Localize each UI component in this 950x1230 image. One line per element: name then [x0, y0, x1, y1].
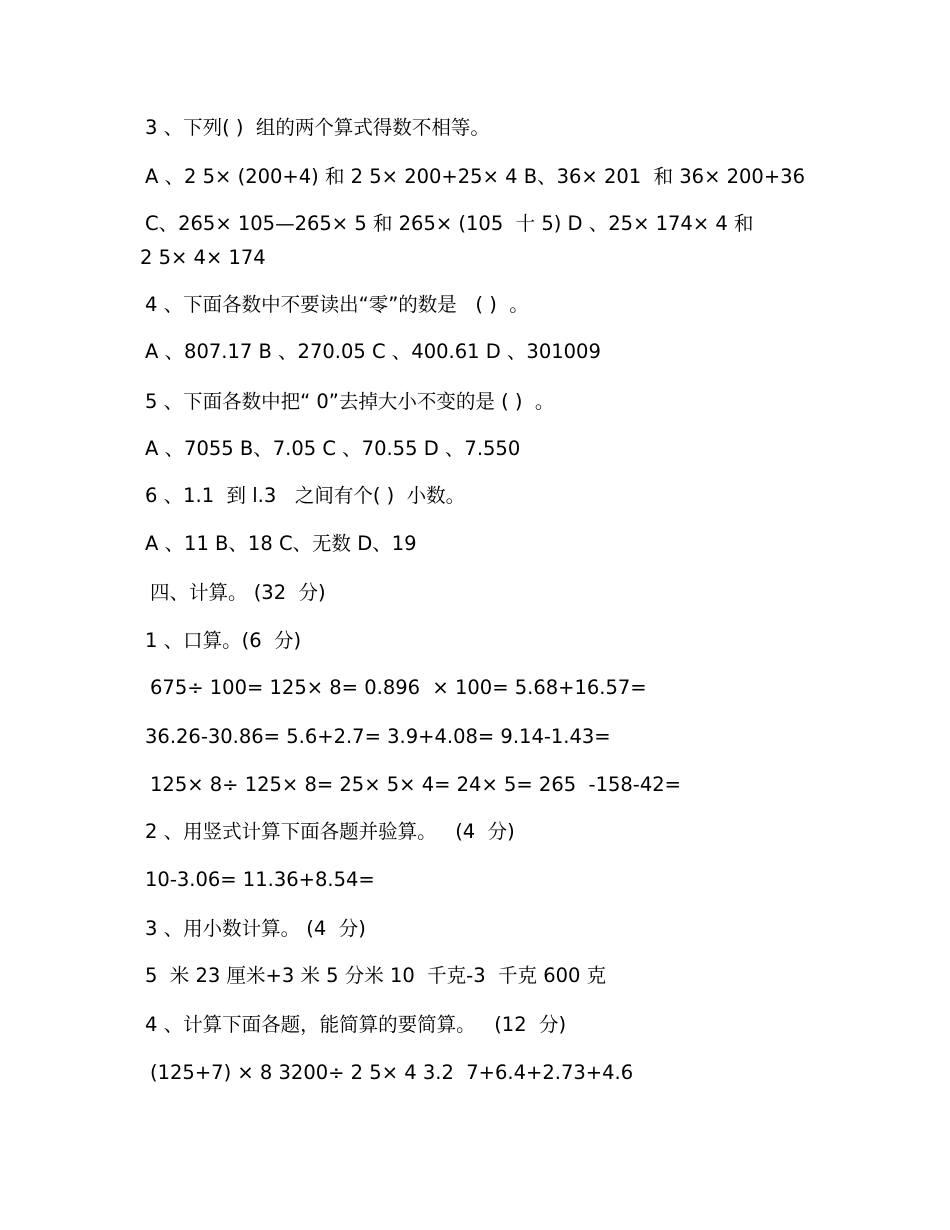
question-4-stem: 4 、下面各数中不要读出“零”的数是 ( ) 。 — [145, 293, 529, 316]
question-3-options-cd: C、265× 105—265× 5 和 265× (105 十 5) D 、25× 174× 4 和 — [145, 212, 754, 235]
decimal-calc-heading: 3 、用小数计算。 (4 分) — [145, 917, 366, 940]
decimal-calc-problems: 5 米 23 厘米+3 米 5 分米 10 千克-3 千克 600 克 — [145, 964, 607, 987]
question-6-stem: 6 、1.1 到 l.3 之间有个( ) 小数。 — [145, 484, 466, 507]
question-4-options: A 、807.17 B 、270.05 C 、400.61 D 、301009 — [145, 340, 601, 363]
question-3-options-ab: A 、2 5× (200+4) 和 2 5× 200+25× 4 B、36× 201 和 36× 200+36 — [145, 165, 805, 188]
question-5-stem: 5 、下面各数中把“ 0”去掉大小不变的是 ( ) 。 — [145, 390, 555, 413]
oral-calc-row-1: 675÷ 100= 125× 8= 0.896 × 100= 5.68+16.57= — [150, 676, 647, 699]
oral-calc-row-2: 36.26-30.86= 5.6+2.7= 3.9+4.08= 9.14-1.43= — [145, 725, 611, 748]
question-3-stem: 3 、下列( ) 组的两个算式得数不相等。 — [145, 116, 490, 139]
question-5-options: A 、7055 B、7.05 C 、70.55 D 、7.550 — [145, 437, 521, 460]
vertical-calc-heading: 2 、用竖式计算下面各题并验算。 (4 分) — [145, 820, 515, 843]
oral-calc-row-3: 125× 8÷ 125× 8= 25× 5× 4= 24× 5= 265 -158-42= — [150, 773, 681, 796]
simplify-calc-heading: 4 、计算下面各题，能简算的要简算。 (12 分) — [145, 1013, 567, 1036]
oral-calc-heading: 1 、口算。(6 分) — [145, 629, 302, 652]
section-4-heading: 四、计算。 (32 分) — [150, 581, 326, 604]
simplify-calc-problems: (125+7) × 8 3200÷ 2 5× 4 3.2 7+6.4+2.73+4.6 — [150, 1061, 634, 1084]
question-6-options: A 、11 B、18 C、无数 D、19 — [145, 532, 417, 555]
vertical-calc-problems: 10-3.06= 11.36+8.54= — [145, 868, 375, 891]
question-3-options-cd-continued: 2 5× 4× 174 — [140, 246, 266, 269]
